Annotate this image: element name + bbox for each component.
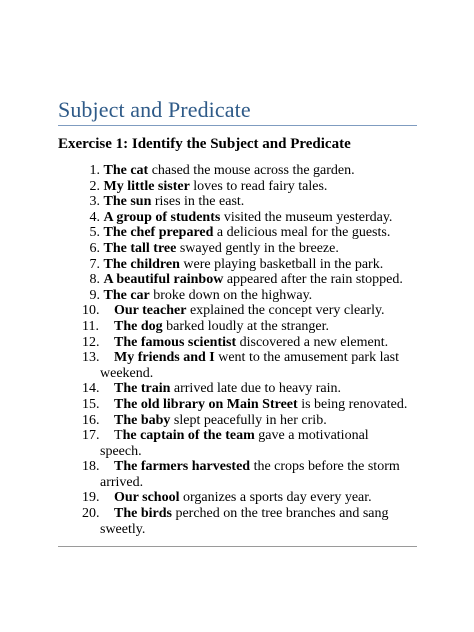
item-number: 10. — [82, 303, 100, 319]
item-number: 17. — [82, 428, 100, 444]
item-subject: The sun — [103, 194, 152, 210]
item-number: 18. — [82, 459, 100, 475]
item-subject: The baby — [114, 412, 171, 428]
list-item — [82, 210, 418, 226]
item-predicate: chased the mouse across the garden. — [148, 163, 355, 178]
item-subject: My friends and I — [114, 350, 215, 366]
item-subject: The farmers harvested — [114, 459, 251, 475]
list-item — [82, 163, 418, 179]
bottom-divider — [58, 546, 417, 547]
item-number: 8. — [89, 272, 100, 288]
item-number: 14. — [82, 381, 100, 397]
item-predicate: rises in the east. — [151, 194, 245, 210]
item-number: 4. — [89, 209, 100, 225]
item-number: 3. — [89, 194, 100, 210]
item-predicate: swayed gently in the breeze. — [176, 240, 339, 256]
list-item — [82, 459, 418, 475]
list-item — [82, 179, 418, 195]
item-predicate: perched on the tree branches and sang — [171, 506, 389, 522]
item-predicate: slept peacefully in her crib. — [170, 412, 327, 428]
list-item — [82, 272, 418, 288]
item-subject: The train — [114, 381, 171, 397]
item-subject: The birds — [114, 506, 172, 522]
item-subject: The children — [103, 256, 180, 272]
list-item — [82, 257, 418, 273]
list-item — [82, 350, 418, 366]
item-predicate: arrived late due to heavy rain. — [170, 381, 342, 397]
item-number: 1. — [89, 163, 100, 178]
list-item-continuation: arrived. — [100, 474, 144, 490]
item-number: 11. — [82, 318, 99, 334]
list-item — [82, 225, 418, 241]
item-number: 16. — [82, 412, 100, 428]
item-predicate: loves to read fairy tales. — [189, 178, 328, 194]
item-subject: The chef prepared — [103, 225, 214, 241]
item-predicate: appeared after the rain stopped. — [223, 272, 403, 288]
item-subject: The car — [103, 287, 150, 303]
item-subject: he captain of the team — [122, 428, 255, 444]
item-number: 20. — [82, 506, 100, 522]
item-number: 12. — [82, 334, 100, 350]
item-predicate: discovered a new element. — [236, 334, 389, 350]
exercise-heading: Exercise 1: Identify the Subject and Predicate — [58, 136, 351, 152]
item-subject: The dog — [114, 318, 163, 334]
item-predicate: is being renovated. — [297, 396, 408, 412]
item-predicate: organizes a sports day every year. — [179, 490, 372, 506]
list-item-continuation: weekend. — [100, 365, 154, 381]
item-number: 6. — [89, 240, 100, 256]
list-item — [82, 490, 418, 506]
item-subject: The cat — [103, 163, 149, 178]
list-item — [82, 381, 418, 397]
item-predicate: a delicious meal for the guests. — [213, 225, 391, 241]
list-item — [82, 303, 418, 319]
item-predicate: the crops before the storm — [250, 459, 400, 475]
item-subject: A group of students — [103, 209, 221, 225]
item-predicate: were playing basketball in the park. — [179, 256, 384, 272]
exercise-list — [82, 163, 418, 537]
item-predicate: barked loudly at the stranger. — [162, 318, 330, 334]
item-predicate: broke down on the highway. — [149, 287, 313, 303]
list-item — [82, 413, 418, 429]
item-subject: The tall tree — [103, 240, 177, 256]
title-divider — [58, 125, 417, 126]
item-number: 19. — [82, 490, 100, 506]
item-text-prefix: T — [114, 428, 123, 444]
item-number: 13. — [82, 350, 100, 366]
item-subject: The famous scientist — [114, 334, 237, 350]
list-item-continuation: sweetly. — [100, 521, 146, 537]
item-subject: Our school — [114, 490, 180, 506]
item-predicate: went to the amusement park last — [214, 350, 400, 366]
item-subject: A beautiful rainbow — [103, 272, 224, 288]
item-number: 15. — [82, 396, 100, 412]
item-predicate: gave a motivational — [254, 428, 369, 444]
item-subject: The old library on Main Street — [114, 396, 298, 412]
list-item — [82, 397, 418, 413]
list-item — [82, 319, 418, 335]
item-subject: My little sister — [103, 178, 190, 194]
list-item — [82, 241, 418, 257]
list-item — [82, 194, 418, 210]
list-item — [82, 335, 418, 351]
item-number: 7. — [89, 256, 100, 272]
item-subject: Our teacher — [114, 303, 187, 319]
item-number: 9. — [89, 287, 100, 303]
list-item-continuation: speech. — [100, 443, 142, 459]
item-number: 5. — [89, 225, 100, 241]
item-number: 2. — [89, 178, 100, 194]
list-item — [82, 288, 418, 304]
page-title: Subject and Predicate — [58, 97, 251, 122]
list-item — [82, 428, 418, 444]
list-item — [82, 506, 418, 522]
item-predicate: visited the museum yesterday. — [220, 209, 393, 225]
item-predicate: explained the concept very clearly. — [186, 303, 385, 319]
